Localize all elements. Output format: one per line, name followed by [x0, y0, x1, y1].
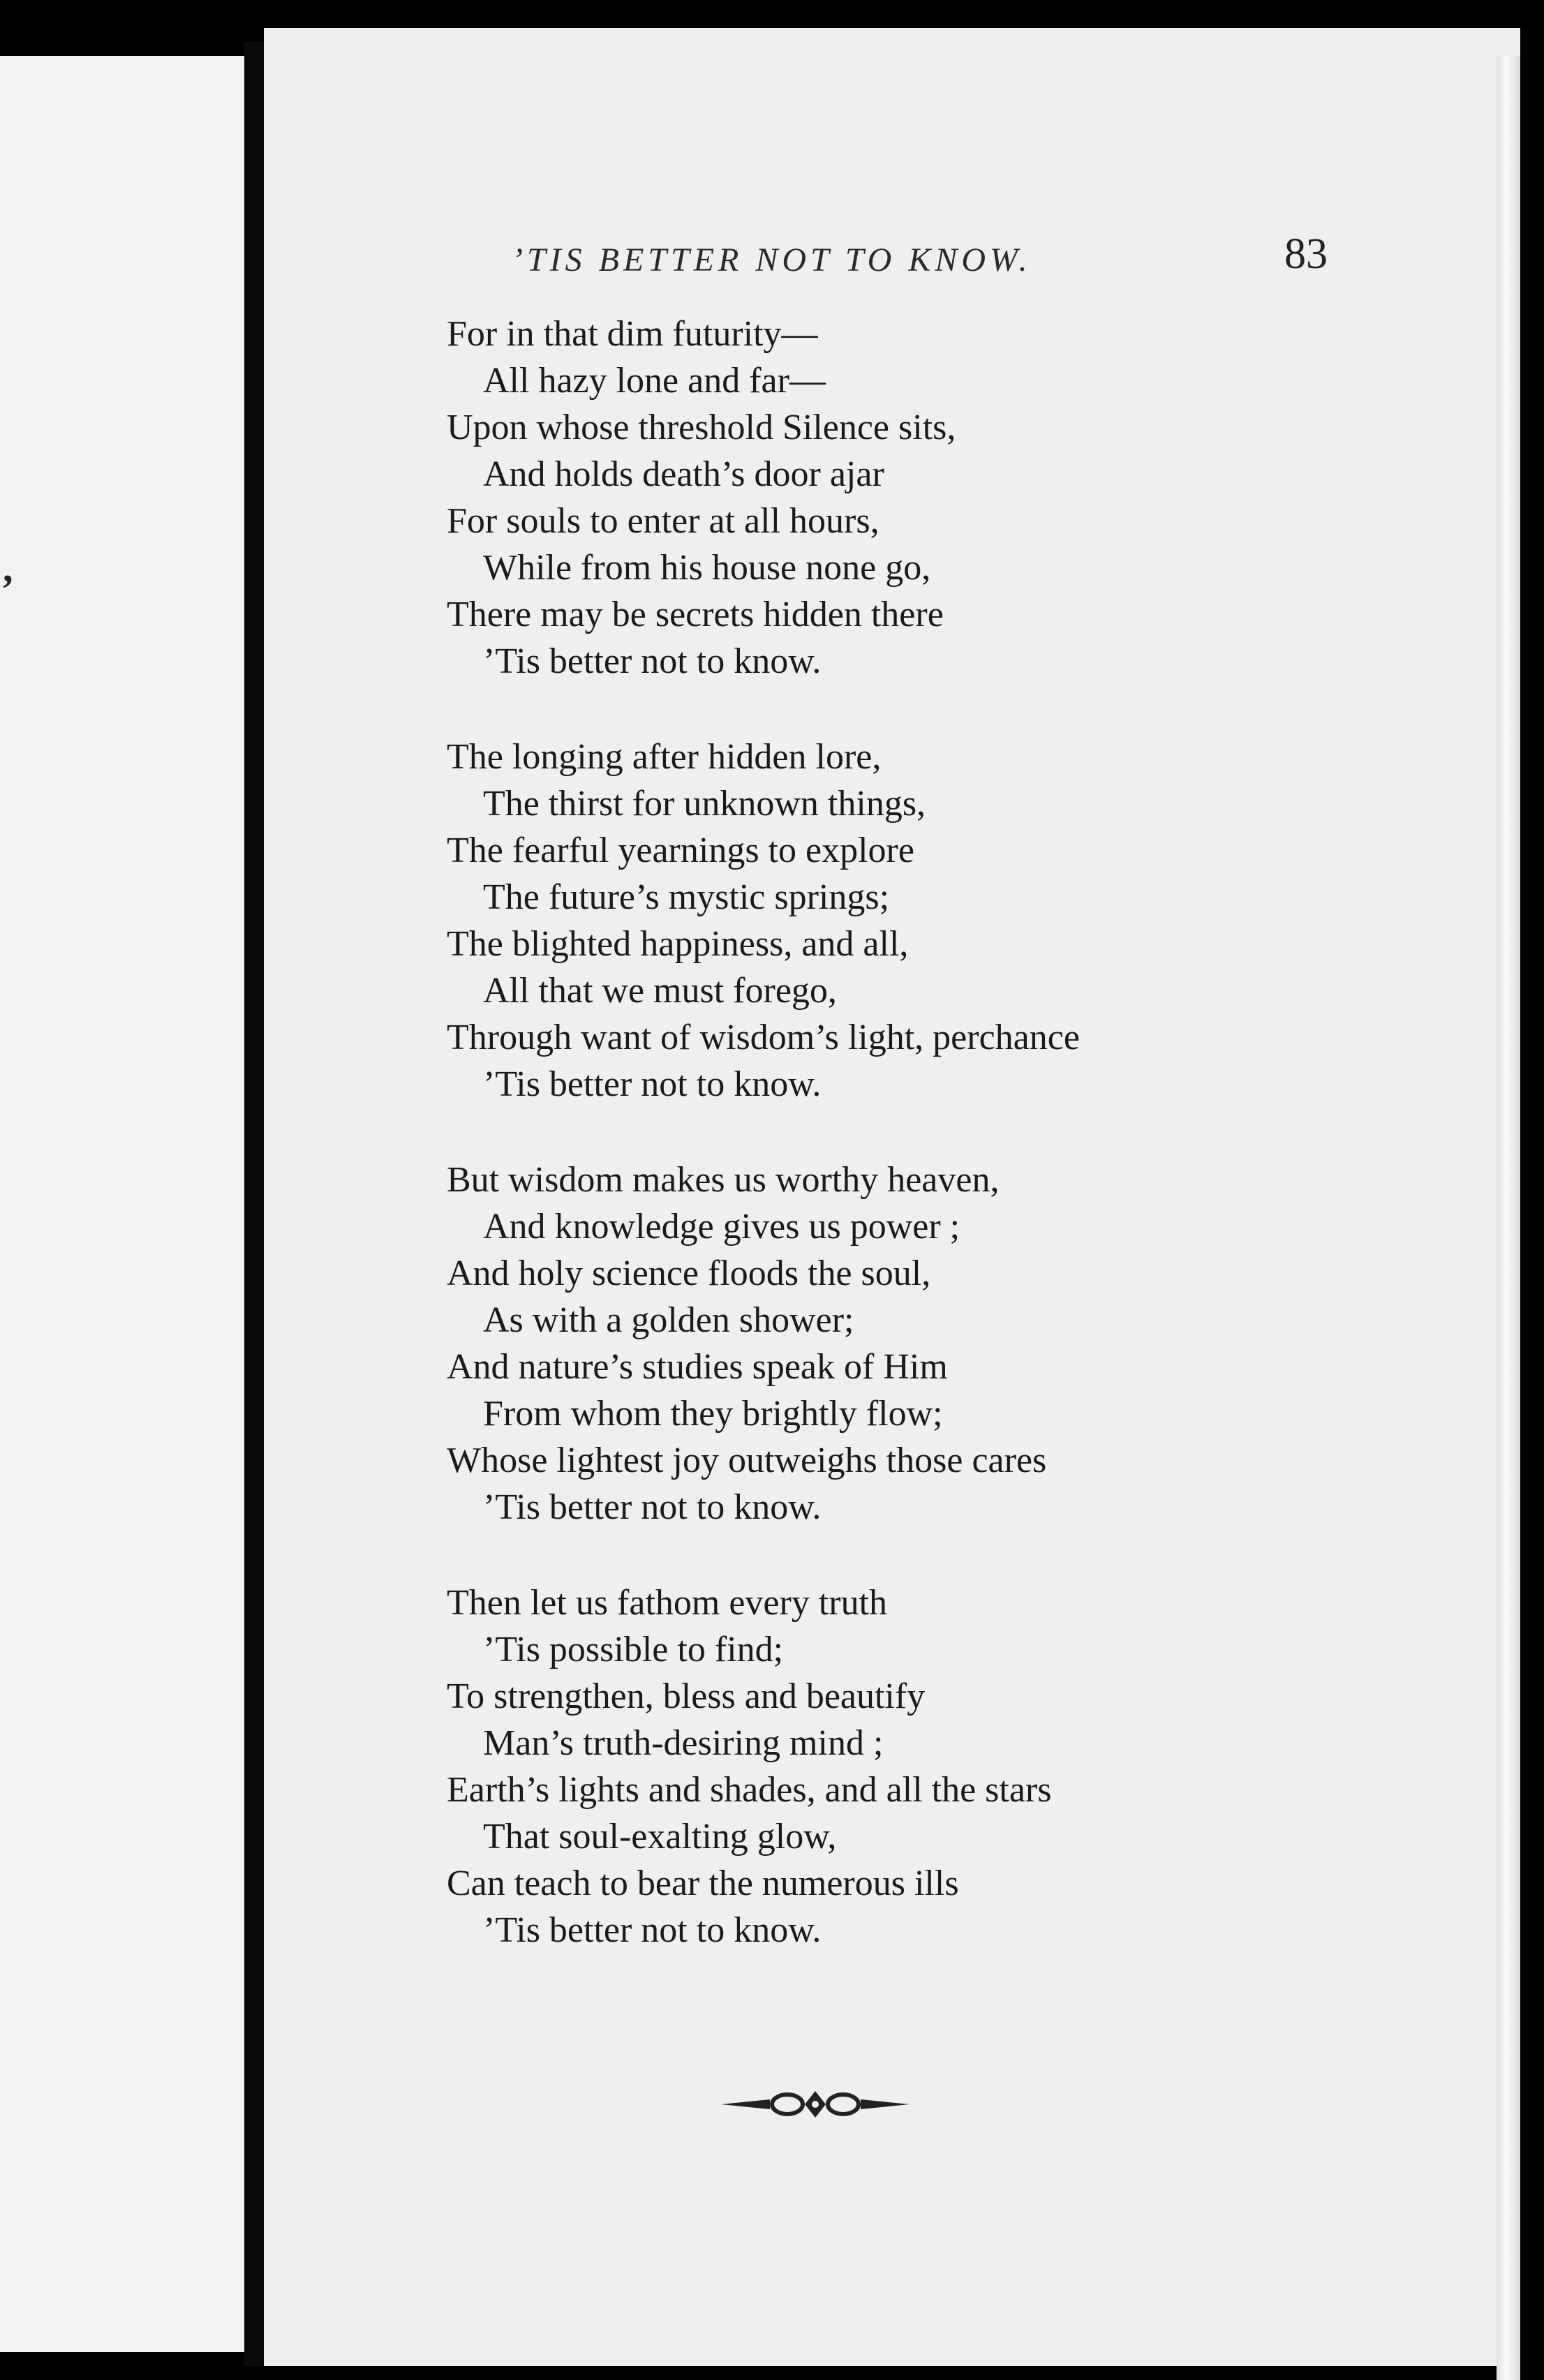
poem-line: Through want of wisdom’s light, perchance — [447, 1018, 1080, 1057]
poem-line: As with a golden shower; — [483, 1300, 854, 1340]
poem-line: All hazy lone and far— — [483, 361, 826, 401]
poem-line: And holy science floods the soul, — [447, 1254, 931, 1293]
poem-line: All that we must forego, — [483, 971, 837, 1011]
poem-line: That soul-exalting glow, — [483, 1817, 837, 1857]
stanza — [447, 734, 1459, 1108]
printers-ornament-icon — [721, 2087, 910, 2122]
poem-line: While from his house none go, — [483, 548, 931, 588]
poem-line: ’Tis better not to know. — [483, 1064, 822, 1104]
poem-line: Upon whose threshold Silence sits, — [447, 408, 956, 447]
poem-line: The longing after hidden lore, — [447, 737, 882, 777]
page-header — [264, 213, 1520, 283]
poem-line: To strengthen, bless and beautify — [447, 1676, 926, 1716]
poem-line: But wisdom makes us worthy heaven, — [447, 1160, 1000, 1200]
poem-line: From whom they brightly flow; — [483, 1394, 943, 1434]
poem-line: ’Tis better not to know. — [483, 1487, 822, 1527]
poem-line: ’Tis possible to find; — [483, 1630, 784, 1669]
poem-line: Man’s truth-desiring mind ; — [483, 1723, 884, 1763]
poem-line: And nature’s studies speak of Him — [447, 1347, 948, 1387]
poem-line: And holds death’s door ajar — [483, 454, 884, 494]
stanza — [447, 1156, 1459, 1531]
poem-line: For souls to enter at all hours, — [447, 501, 879, 541]
poem-line: Can teach to bear the numerous ills — [447, 1864, 959, 1903]
right-page — [264, 28, 1520, 2366]
poem-line: ’Tis better not to know. — [483, 641, 822, 681]
poem-line: Whose lightest joy outweighs those cares — [447, 1441, 1047, 1480]
poem-body — [447, 311, 1459, 2002]
page-number: 83 — [1284, 230, 1328, 278]
running-title: ’TIS BETTER NOT TO KNOW. — [512, 241, 1032, 278]
stanza — [447, 1579, 1459, 1954]
stanza — [447, 311, 1459, 685]
poem-line: Then let us fathom every truth — [447, 1583, 888, 1623]
left-page — [0, 56, 244, 2352]
poem-line: The fearful yearnings to explore — [447, 831, 914, 870]
poem-line: For in that dim futurity— — [447, 314, 818, 354]
poem-line: The future’s mystic springs; — [483, 877, 890, 917]
poem-line: Earth’s lights and shades, and all the stars — [447, 1770, 1052, 1810]
poem-line: There may be secrets hidden there — [447, 595, 944, 634]
poem-line: ’Tis better not to know. — [483, 1910, 822, 1950]
page-edge — [1497, 56, 1520, 2380]
poem-line: And knowledge gives us power ; — [483, 1207, 960, 1247]
book-spine-gap — [244, 42, 264, 2366]
left-page-fragment: , — [3, 545, 13, 590]
poem-line: The blighted happiness, and all, — [447, 924, 909, 964]
poem-line: The thirst for unknown things, — [483, 784, 926, 824]
